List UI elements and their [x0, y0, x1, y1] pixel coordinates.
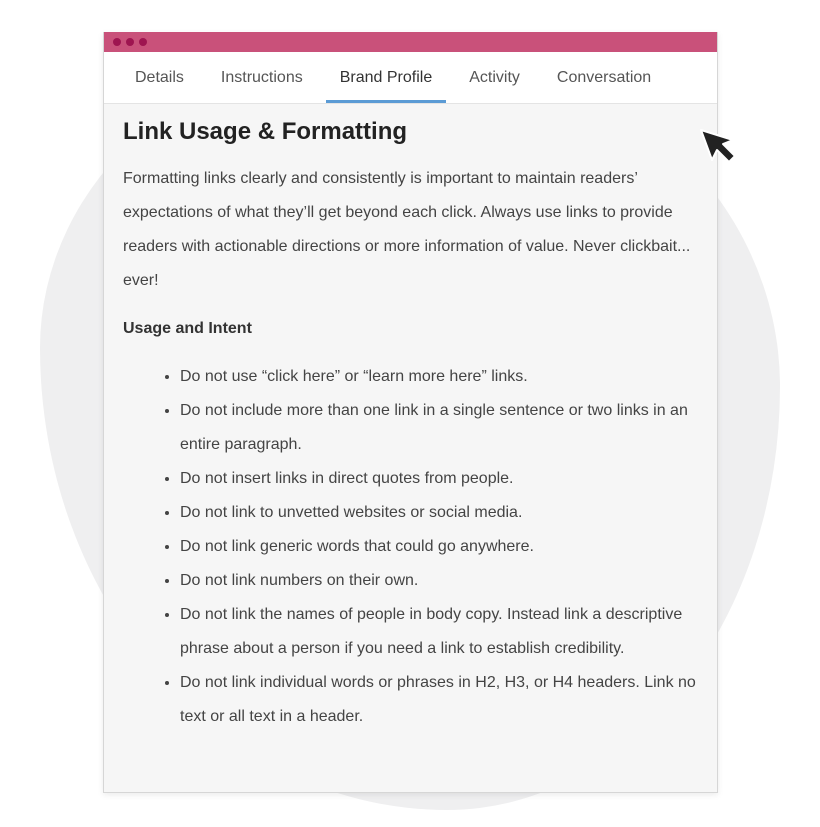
app-window — [103, 32, 718, 793]
list-item: • Do not include more than one link in a single sentence or two links in an entire paragraph. — [180, 394, 698, 462]
mouse-cursor-icon — [697, 127, 739, 165]
window-titlebar — [104, 32, 717, 52]
list-item: • Do not link the names of people in body copy. Instead link a descriptive phrase about a person if you need a link to establish credibility. — [180, 598, 698, 666]
list-item: • Do not link to unvetted websites or social media. — [180, 496, 698, 530]
guidelines-list — [123, 360, 698, 734]
page-title: Link Usage & Formatting — [123, 118, 408, 145]
list-item: • Do not link generic words that could go anywhere. — [180, 530, 698, 564]
tab-brand-profile[interactable]: Brand Profile — [326, 52, 447, 103]
tab-details[interactable]: Details — [135, 68, 184, 86]
list-item: • Do not insert links in direct quotes from people. — [180, 462, 698, 496]
list-item: • Do not use “click here” or “learn more here” links. — [180, 360, 698, 394]
tab-bar — [104, 52, 717, 104]
tab-activity[interactable]: Activity — [469, 68, 520, 86]
section-heading: Usage and Intent — [123, 320, 252, 337]
window-dot-icon[interactable] — [126, 38, 134, 46]
intro-paragraph: Formatting links clearly and consistently is important to maintain readers’ expectations of what they’ll get beyond each click. Always use links to provide readers with actionable directions or more information of value. Never clickbait... ever! — [123, 170, 691, 289]
tab-conversation[interactable]: Conversation — [556, 68, 652, 86]
list-item: • Do not link individual words or phrases in H2, H3, or H4 headers. Link no text or all text in a header. — [180, 666, 698, 734]
content-panel — [104, 104, 717, 734]
window-dot-icon[interactable] — [139, 38, 147, 46]
list-item: • Do not link numbers on their own. — [180, 564, 698, 598]
window-dot-icon[interactable] — [113, 38, 121, 46]
tab-instructions[interactable]: Instructions — [220, 68, 303, 86]
